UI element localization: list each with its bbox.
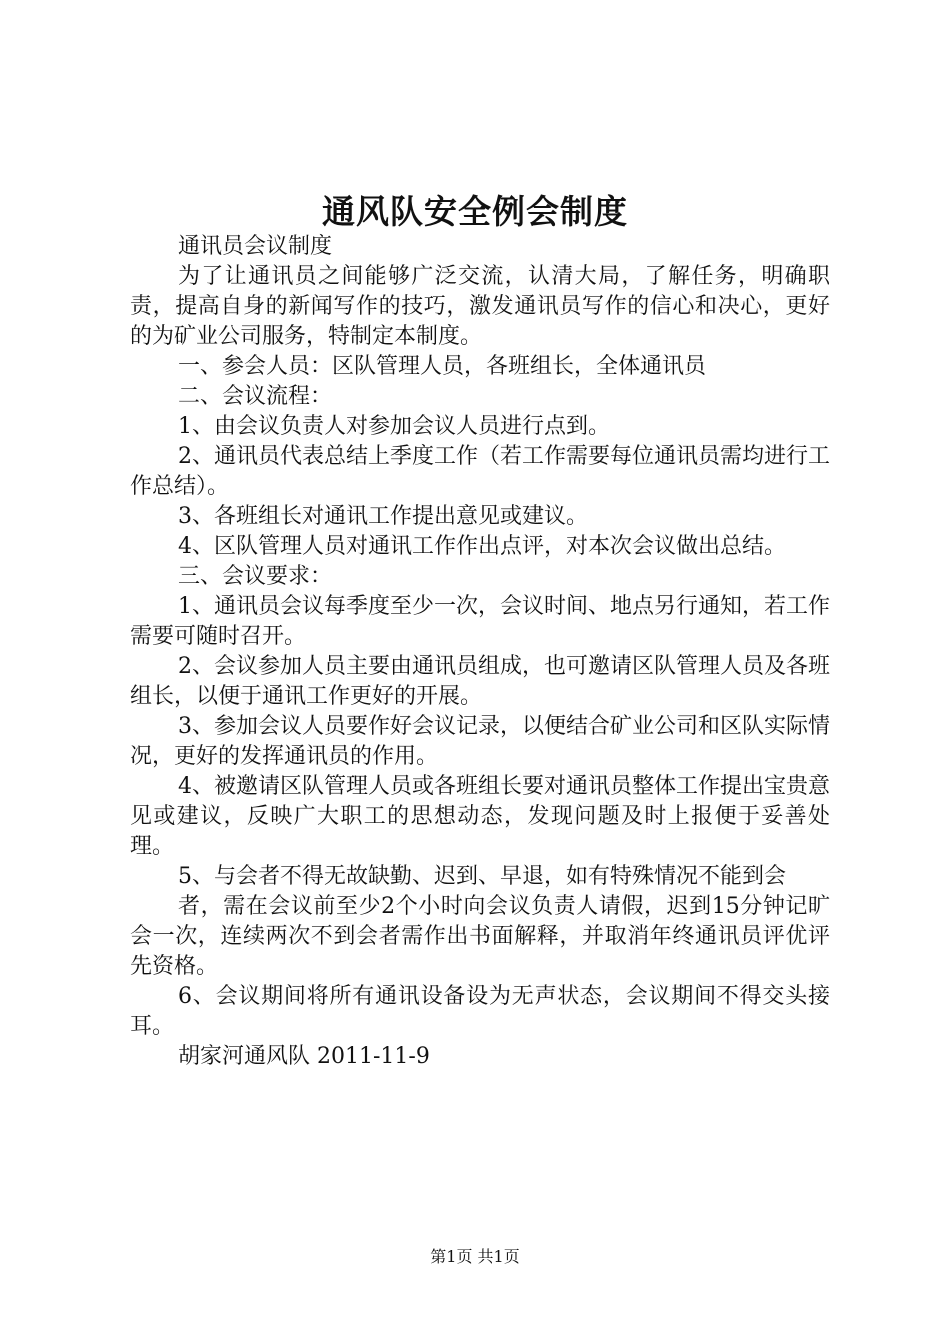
document-title: 通风队安全例会制度	[322, 192, 628, 231]
process-heading: 二、会议流程：	[178, 384, 333, 409]
signature-line: 胡家河通风队 2011-11-9	[178, 1044, 430, 1069]
requirement-item-continuation: 者，需在会议前至少2个小时向会议负责人请假，迟到15分钟记旷会一次，连续两次不到会者需作出书面解释，并取消年终通讯员评优评先资格。	[130, 894, 830, 979]
document-body	[130, 232, 830, 1072]
intro-paragraph: 为了让通讯员之间能够广泛交流，认清大局，了解任务，明确职责，提高自身的新闻写作的技巧，激发通讯员写作的信心和决心，更好的为矿业公司服务，特制定本制度。	[130, 264, 830, 349]
requirement-item: 6、会议期间将所有通讯设备设为无声状态，会议期间不得交头接耳。	[130, 984, 830, 1039]
requirement-item: 4、被邀请区队管理人员或各班组长要对通讯员整体工作提出宝贵意见或建议，反映广大职工的思想动态，发现问题及时上报便于妥善处理。	[130, 774, 830, 859]
process-item: 4、区队管理人员对通讯工作作出点评，对本次会议做出总结。	[178, 534, 786, 559]
requirement-item: 5、与会者不得无故缺勤、迟到、早退，如有特殊情况不能到会	[178, 864, 786, 889]
process-item: 3、各班组长对通讯工作提出意见或建议。	[178, 504, 588, 529]
process-item: 2、通讯员代表总结上季度工作（若工作需要每位通讯员需均进行工作总结）。	[130, 444, 830, 499]
participants-paragraph: 一、参会人员：区队管理人员，各班组长，全体通讯员	[178, 354, 707, 379]
requirement-item: 2、会议参加人员主要由通讯员组成，也可邀请区队管理人员及各班组长，以便于通讯工作更好的开展。	[130, 654, 830, 709]
requirement-item: 1、通讯员会议每季度至少一次，会议时间、地点另行通知，若工作需要可随时召开。	[130, 594, 830, 649]
requirement-item: 3、参加会议人员要作好会议记录，以便结合矿业公司和区队实际情况，更好的发挥通讯员的作用。	[130, 714, 830, 769]
process-item: 1、由会议负责人对参加会议人员进行点到。	[178, 414, 610, 439]
section-heading: 通讯员会议制度	[178, 234, 333, 259]
page-footer: 第1页 共1页	[430, 1247, 520, 1266]
requirements-heading: 三、会议要求：	[178, 564, 333, 589]
